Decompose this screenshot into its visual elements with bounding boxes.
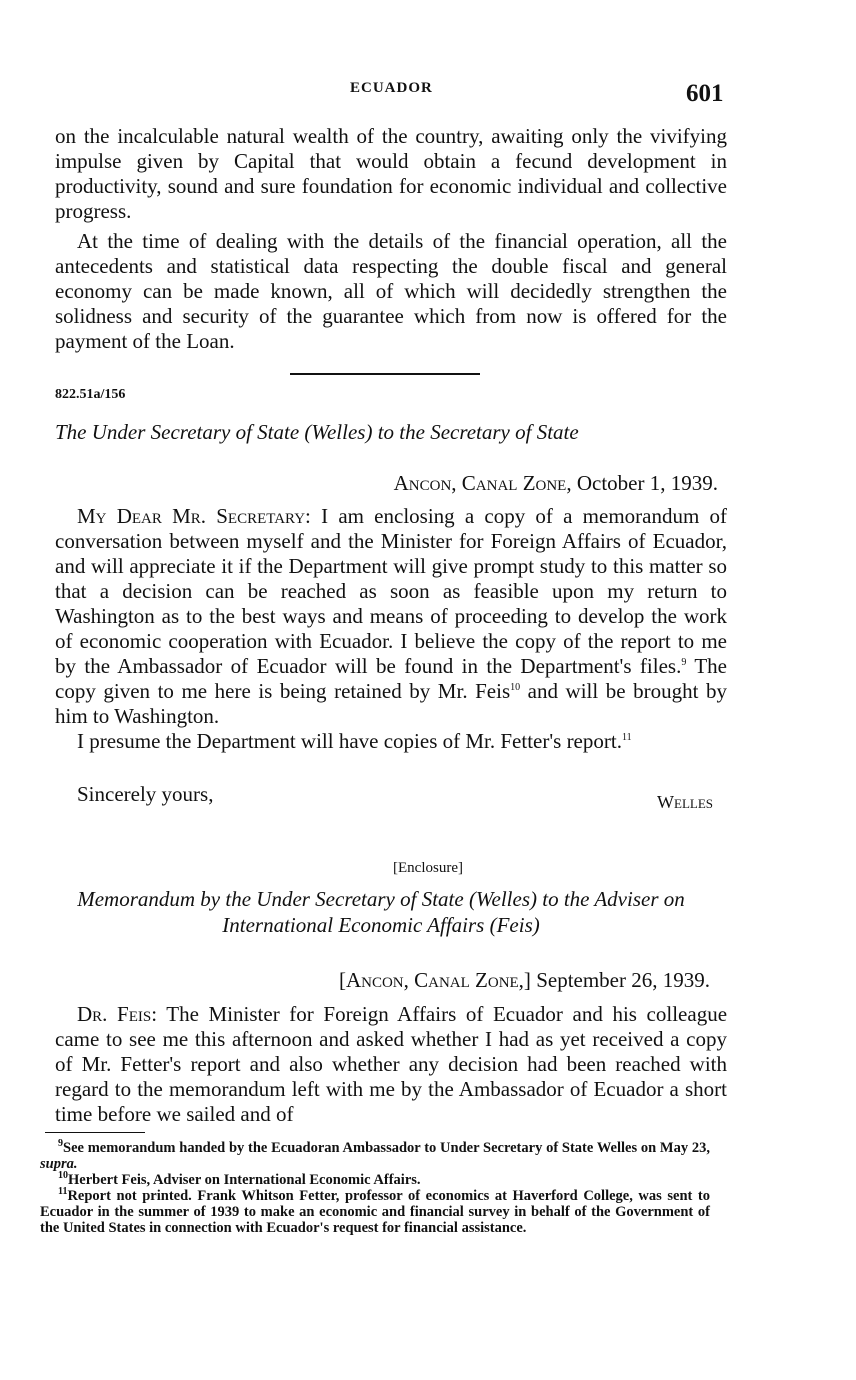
enclosure-label: [Enclosure] bbox=[393, 860, 463, 876]
footnote-9 bbox=[40, 1140, 710, 1172]
document-title: The Under Secretary of State (Welles) to the Secretary of State bbox=[55, 420, 579, 444]
salutation: My Dear Mr. Secretary: bbox=[77, 504, 311, 528]
letter-paragraph bbox=[55, 504, 727, 729]
memo-addressee: Dr. Feis: bbox=[77, 1002, 158, 1026]
memo-paragraph bbox=[55, 1002, 727, 1127]
letter-paragraph-2 bbox=[55, 729, 727, 754]
page-number: 601 bbox=[686, 80, 724, 107]
file-number: 822.51a/156 bbox=[55, 387, 126, 402]
footnote-text: See memorandum handed by the Ecuadoran Ambassador to Under Secretary of State Welles on May 23, bbox=[63, 1140, 710, 1156]
section-divider bbox=[290, 373, 480, 375]
footnote-mark: 9 bbox=[58, 1138, 63, 1150]
dateline bbox=[394, 471, 718, 496]
footnote-ref-10: 10 bbox=[510, 682, 521, 693]
footnote-ref-11: 11 bbox=[621, 732, 632, 743]
closing-text: Sincerely yours, bbox=[77, 782, 214, 806]
presume-text: I presume the Department will have copies of Mr. Fetter's report. bbox=[77, 729, 622, 753]
footnote-ref-9: 9 bbox=[681, 657, 687, 668]
footnote-10 bbox=[40, 1172, 710, 1188]
dateline-place: Ancon, Canal Zone, bbox=[393, 471, 572, 495]
paragraph-text: At the time of dealing with the details of the financial operation, all the antecedents and statistical data respecting the double fiscal and general economy can be made known, all of which will decidedly strengthen the solidness and security of the guarantee which from now is offered for the payment of the Loan. bbox=[55, 229, 727, 353]
footnote-text: Herbert Feis, Adviser on International Economic Affairs. bbox=[68, 1172, 421, 1188]
continued-paragraph bbox=[55, 124, 727, 224]
letter-text-a: I am enclosing a copy of a memorandum of conversation between myself and the Minister for Foreign Affairs of Ecuador, and will appreciate it if the Department will give prompt study to this matter so that a decision can be reached as soon as feasible upon my return to Washington as to the best ways and means of proceeding to develop the work of economic cooperation with Ecuador. I believe the copy of the report to me by the Ambassador of Ecuador will be found in the Department's files. bbox=[55, 504, 728, 678]
footnote-supra: supra. bbox=[40, 1156, 78, 1172]
footnote-text: Report not printed. Frank Whitson Fetter, professor of economics at Haverford College, was sent to Ecuador in the summer of 1939 to make an economic and financial survey in behalf of the Government of the United States in connection with Ecuador's request for financial assistance. bbox=[40, 1188, 710, 1236]
dateline-date: October 1, 1939. bbox=[576, 471, 718, 495]
footnote-divider bbox=[45, 1132, 145, 1133]
memo-title: Memorandum by the Under Secretary of State (Welles) to the Adviser on International Economic Affairs (Feis) bbox=[77, 887, 685, 937]
signature: Welles bbox=[657, 792, 713, 812]
letter-text-c: and will be brought by him to Washington. bbox=[55, 679, 727, 728]
running-head: ECUADOR bbox=[350, 80, 433, 96]
letter-text-b: The copy given to me here is being retained by Mr. Feis bbox=[55, 654, 727, 703]
dateline-date: September 26, 1939. bbox=[536, 968, 710, 992]
memo-dateline bbox=[339, 968, 710, 993]
paragraph-text: on the incalculable natural wealth of the country, awaiting only the vivifying impulse given by Capital that would obtain a fecund development in productivity, sound and sure foundation for economic individual and collective progress. bbox=[55, 124, 727, 223]
memo-text: The Minister for Foreign Affairs of Ecuador and his colleague came to see me this afternoon and asked whether I had as yet received a copy of Mr. Fetter's report and also whether any decision had been reached with regard to the memorandum left with me by the Ambassador of Ecuador a short time before we sailed and of bbox=[55, 1002, 728, 1126]
closing bbox=[55, 782, 735, 807]
footnote-mark: 10 bbox=[58, 1170, 68, 1182]
memo-body bbox=[55, 1002, 727, 1127]
dateline-place: [Ancon, Canal Zone,] bbox=[338, 968, 531, 992]
footnotes bbox=[40, 1140, 710, 1236]
footnote-11 bbox=[40, 1188, 710, 1236]
letter-body bbox=[55, 504, 727, 754]
footnote-mark: 11 bbox=[58, 1186, 68, 1198]
paragraph bbox=[55, 229, 727, 354]
